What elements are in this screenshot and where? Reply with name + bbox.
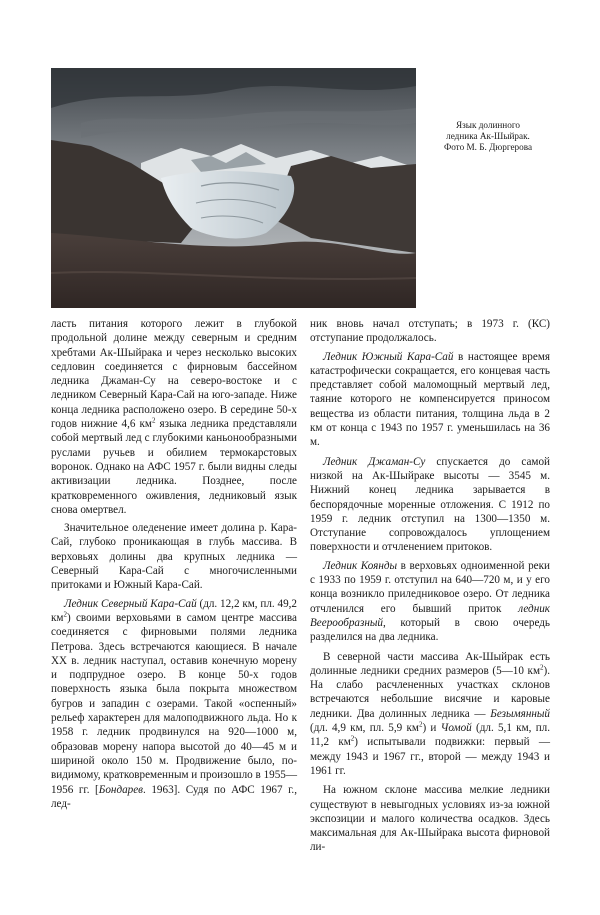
paragraph: Ледник Коянды в верховьях одноименной реки с 1933 по 1959 г. отступил на 640—720 м, и у его конца возникло приледниковое озеро. От ледника отчленился его бывший приток ледник Веерообразный, который в свою очередь разделился на два ледника. xyxy=(310,559,550,644)
paragraph: Значительное оледенение имеет долина р. Кара-Сай, глубоко проникающая в глубь массива. В верховьях долины два крупных ледника — Северный Кара-Сай с многочисленными притоками и Южный Кара-Сай. xyxy=(51,522,297,592)
photo-caption xyxy=(428,120,548,153)
glacier-name: Ледник Северный Кара-Сай xyxy=(64,597,197,610)
glacier-name: ледник Веерообразный xyxy=(310,602,550,629)
glacier-name: Ледник Коянды xyxy=(323,559,398,572)
glacier-name: Безымянный xyxy=(490,707,550,720)
text-column-left xyxy=(51,317,297,815)
paragraph: Ледник Южный Кара-Сай в настоящее время катастрофически сокращается, его концевая часть представляет собой маломощный мертвый лед, таяние которого не компенсируется приносом вещества из области питания, толщина льда в 2 км от конца с 1943 по 1957 г. уменьшилась на 36 м. xyxy=(310,350,551,449)
paragraph: Ледник Джаман-Су спускается до самой низкой на Ак-Шыйраке высоты — 3545 м. Нижний конец ледника зарывается в беспорядочные моренные отложения. С 1912 по 1959 г. ледник отступил на 1300—1350 м. Отступание сопровождалось уплощением поверхности и отчленением притоков. xyxy=(310,455,550,554)
glacier-name: Ледник Южный Кара-Сай xyxy=(323,350,454,363)
caption-line: Язык долинного xyxy=(456,120,520,130)
paragraph: ласть питания которого лежит в глубокой продольной долине между северным и средним хребтами Ак-Шыйрака и через несколько высоких седловин соединяется с фирновым бассейном ледника Джаман-Су на северо-востоке и с ледником Северный Кара-Сай на юго-западе. Ниже конца ледника расположено озеро. В середине 50-х годов нижние 4,6 $км^2$ языка ледника представляли собой мертвый лед с глубокими каньонообразными руслами ручьев и обилием термокарстовых воронок. Однако на АФС 1957 г. были видны следы активизации ледника. Позднее, после кратковременного оживления, ледниковый язык снова омертвел. xyxy=(51,318,297,516)
glacier-landscape-image xyxy=(51,68,416,308)
paragraph: ник вновь начал отступать; в 1973 г. (КС) отступание продолжалось. xyxy=(310,318,550,345)
glacier-name: Чомой xyxy=(440,722,472,735)
reference-author: Бондарев xyxy=(98,783,144,796)
glacier-name: Ледник Джаман-Су xyxy=(323,455,426,468)
text-column-right xyxy=(310,317,550,859)
caption-line: ледника Ак-Шыйрак. xyxy=(446,131,530,141)
paragraph: Ледник Северный Кара-Сай (дл. 12,2 км, пл. 49,2 $км^2$) своими верховьями в самом центре массива соединяется с фирновыми полями ледника Петрова. Здесь встречаются кающиеся. В начале XX в. ледник наступал, оставив конечную морену и подпрудное озеро. В конце 50-х годов поверхность языка была покрыта множеством бугров и западин с озерами. Такой «оспенный» рельеф характерен для малоподвижного льда. Но к 1958 г. ледник продвинулся на 920—1000 м, образовав морену напора высотой до 40—45 м и шириной около 150 м. Продвижение было, по-видимому, кратковременным и произошло в 1955—1956 гг. [Бондарев. 1963]. Судя по АФС 1967 г., лед- xyxy=(51,597,298,810)
paragraph: На южном склоне массива мелкие ледники существуют в невыгодных условиях из-за южной экспозиции и малого количества осадков. Здесь максимальная для Ак-Шыйрака высота фирновой ли- xyxy=(310,784,550,854)
caption-line: Фото М. Б. Дюргерова xyxy=(443,142,533,152)
paragraph: В северной части массива Ак-Шыйрак есть долинные ледники средних размеров (5—10 $км^2$). На слабо расчлененных участках склонов встречаются небольшие висячие и каровые ледники. Два долинных ледника — Безымянный (дл. 4,9 км, пл. 5,9 $км^2$) и Чомой (дл. 5,1 км, пл. 11,2 $км^2$) испытывали подвижки: первый — между 1943 и 1967 гг., второй — между 1943 и 1961 гг. xyxy=(310,650,551,777)
glacier-photo xyxy=(51,68,416,308)
